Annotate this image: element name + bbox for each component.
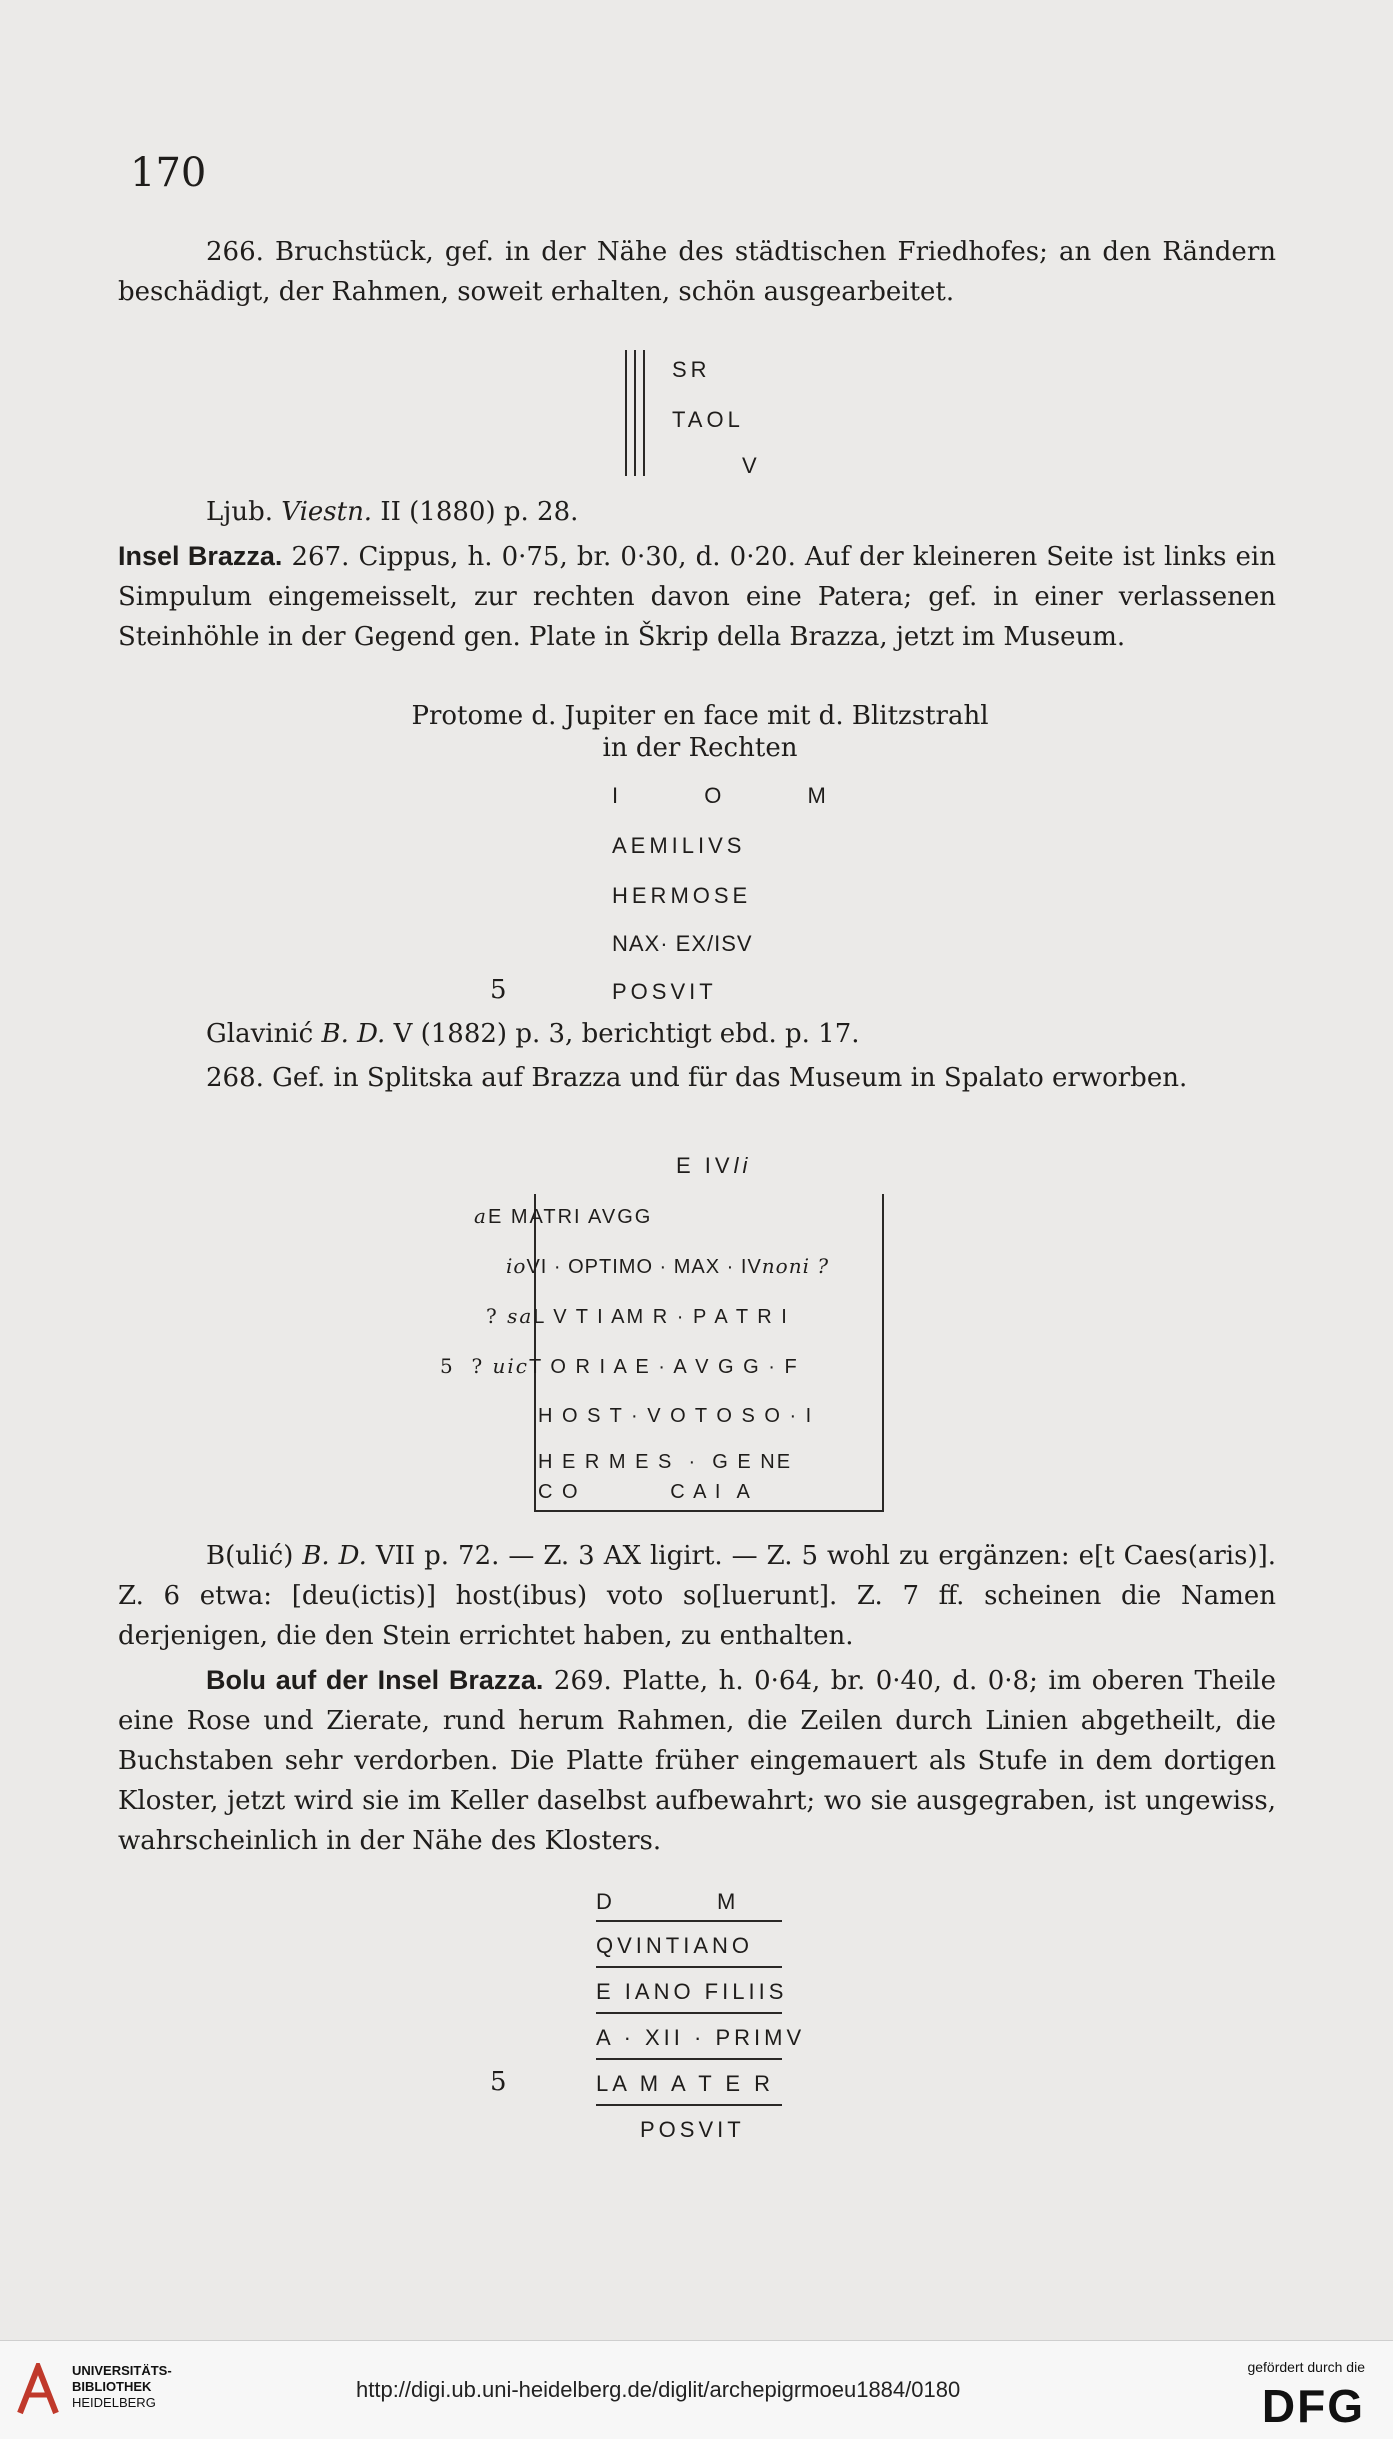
library-name: UNIVERSITÄTS- BIBLIOTHEK HEIDELBERG — [72, 2363, 172, 2410]
inscription-line: 5 ? uicT O R I A E · A V G G · F — [440, 1354, 799, 1378]
rule — [596, 1966, 782, 1968]
university-logo-icon — [14, 2363, 62, 2419]
inscription-line: aE MATRI AVGG — [474, 1204, 653, 1228]
inscription-line: LA M A T E R — [596, 2071, 775, 2096]
inscription-line: I O M — [612, 783, 866, 808]
inscription-line: V — [742, 453, 761, 478]
entry-267-reference: Glavinić B. D. V (1882) p. 3, berichtigt ebd. p. 17. — [206, 1019, 860, 1049]
inscription-line: ioVI · OPTIMO · MAX · IVnoni ? — [506, 1254, 830, 1278]
inscription-line: POSVIT — [612, 979, 717, 1004]
inscription-line: HERMOSE — [612, 883, 752, 908]
dfg-logo: DFG — [1261, 2380, 1365, 2432]
rule — [596, 2012, 782, 2014]
inscription-line: ? saL V T I AM R · P A T R I — [486, 1304, 789, 1328]
entry-266-reference: Ljub. Viestn. II (1880) p. 28. — [206, 497, 579, 527]
inscription-line: POSVIT — [640, 2117, 745, 2142]
inscription-line: QVINTIANO — [596, 1933, 754, 1958]
frame-edge — [634, 350, 636, 476]
rule — [596, 1920, 782, 1922]
viewer-footer — [0, 2340, 1393, 2439]
inscription-line: C O C A I A — [538, 1481, 752, 1503]
entry-266-text: 266. Bruchstück, gef. in der Nähe des städtischen Friedhofes; an den Rändern beschädigt, der Rahmen, soweit erhalten, schön ausgearbeitet. — [118, 237, 1276, 307]
inscription-line: E IANO FILIIS — [596, 1979, 788, 2004]
line-number: 5 — [490, 2067, 507, 2097]
inscription-line: H E R M E S · G E NE — [538, 1451, 793, 1473]
page-number: 170 — [130, 150, 207, 196]
entry-268-reference: B(ulić) B. D. VII p. 72. — Z. 3 AX ligirt. — Z. 5 wohl zu ergänzen: e[t Caes(aris)]. Z. 6 etwa: [deu(ictis)] host(ibus) voto so[luerunt]. Z. 7 ff. scheinen die Namen derjenigen, die den Stein errichtet haben, zu enthalten. — [118, 1541, 1277, 1651]
permalink[interactable]: http://digi.ub.uni-heidelberg.de/diglit/archepigrmoeu1884/0180 — [356, 2377, 961, 2402]
inscription-line: TAOL — [672, 407, 744, 432]
line-number: 5 — [490, 975, 507, 1005]
inscription-line: SR — [672, 357, 711, 382]
rule — [596, 2058, 782, 2060]
inscription-line: D M — [596, 1889, 740, 1914]
entry-269-text: Bolu auf der Insel Brazza. 269. Platte, h. 0·64, br. 0·40, d. 0·8; im oberen Theile eine Rose und Zierate, rund herum Rahmen, die Zeilen durch Linien abgetheilt, die Buchstaben sehr verdorben. Die Platte früher eingemauert als Stufe in dem dortigen Kloster, jetzt wird sie im Keller daselbst aufbewahrt; wo sie ausgegraben, ist ungewiss, wahrscheinlich in der Nähe des Klosters. — [118, 1665, 1276, 1856]
relief-note: in der Rechten — [602, 733, 798, 763]
entry-268-text: 268. Gef. in Splitska auf Brazza und für das Museum in Spalato erworben. — [206, 1063, 1188, 1093]
inscription-line: A · XII · PRIMV — [596, 2025, 806, 2050]
inscription-line: H O S T · V O T O S O · I — [538, 1405, 814, 1427]
frame-edge — [625, 350, 627, 476]
entry-267-text: Insel Brazza. 267. Cippus, h. 0·75, br. 0·30, d. 0·20. Auf der kleineren Seite ist links ein Simpulum eingemeisselt, zur rechten davon eine Patera; gef. in einer verlassenen Steinhöhle in der Gegend gen. Plate in Škrip della Brazza, jetzt im Museum. — [118, 541, 1276, 652]
inscription-line: NAX· EX/ISV — [612, 931, 753, 956]
frame-edge — [643, 350, 645, 476]
rule — [596, 2104, 782, 2106]
inscription-line: AEMILIVS — [612, 833, 746, 858]
inscription-top-line: E IVli — [676, 1153, 752, 1178]
relief-note: Protome d. Jupiter en face mit d. Blitzstrahl — [411, 701, 989, 731]
funding-note: gefördert durch die — [1247, 2359, 1365, 2375]
